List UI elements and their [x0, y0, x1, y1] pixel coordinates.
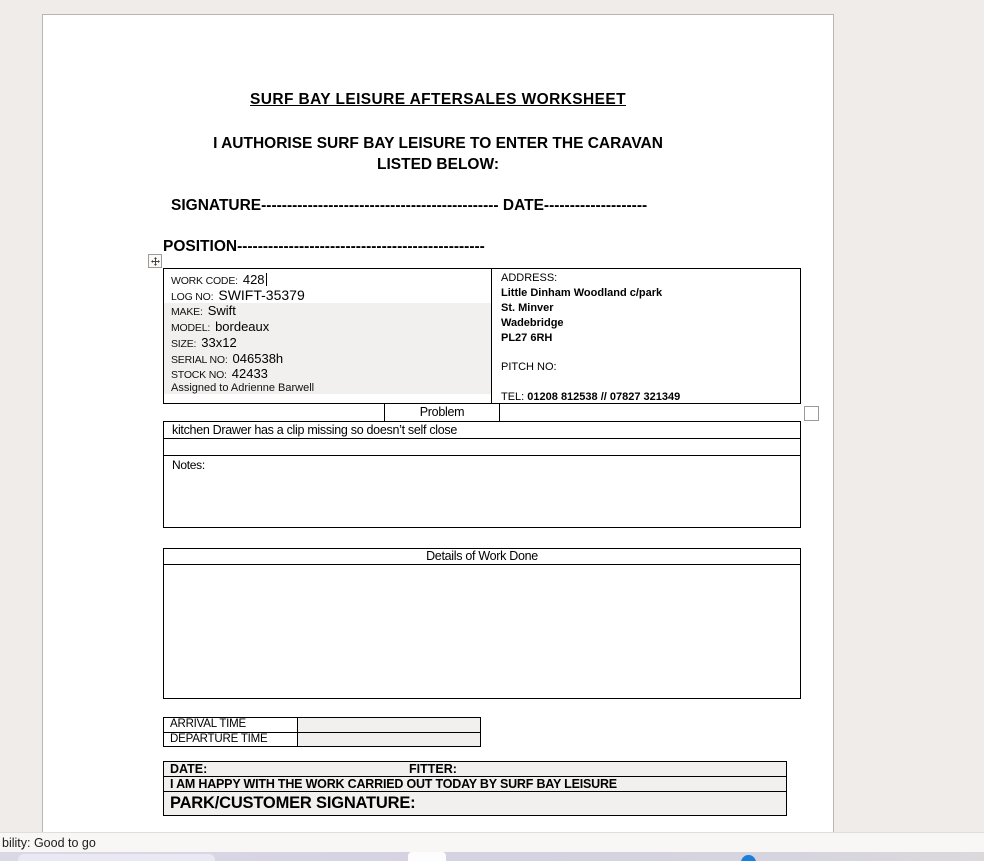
position-line: POSITION------------------------------------------------ [163, 238, 485, 255]
taskbar [0, 852, 984, 861]
field-stock-no[interactable] [164, 366, 491, 381]
work-code-value[interactable]: 428 [242, 272, 265, 287]
log-no-value[interactable]: SWIFT-35379 [218, 287, 305, 303]
arrival-time-value-cell[interactable] [298, 718, 480, 732]
serial-no-label: SERIAL NO: [171, 354, 228, 366]
customer-signature-row[interactable]: PARK/CUSTOMER SIGNATURE: [170, 794, 416, 812]
tel-label: TEL: [501, 391, 525, 404]
authorisation-line1: I AUTHORISE SURF BAY LEISURE TO ENTER THE CARAVAN [213, 135, 663, 152]
model-label: MODEL: [171, 322, 211, 334]
work-done-table [163, 548, 801, 699]
date-fitter-row[interactable] [164, 762, 786, 777]
problem-entry-row[interactable]: kitchen Drawer has a clip missing so doesn’t self close [164, 422, 800, 439]
authorisation-text [43, 133, 833, 175]
field-size[interactable] [164, 335, 491, 351]
field-log-no[interactable] [164, 287, 491, 303]
address-line-4: PL27 6RH [501, 331, 553, 344]
field-work-code[interactable] [164, 271, 491, 287]
field-make[interactable] [164, 303, 491, 319]
accessibility-status[interactable]: bility: Good to go [2, 835, 96, 850]
status-bar [0, 832, 984, 852]
problem-empty-row[interactable] [164, 439, 800, 456]
size-value[interactable]: 33x12 [201, 335, 237, 350]
caravan-info-table [163, 268, 801, 404]
make-value[interactable]: Swift [207, 303, 236, 318]
address-line-1: Little Dinham Woodland c/park [501, 286, 663, 299]
field-model[interactable] [164, 319, 491, 335]
caravan-info-left-cell[interactable] [164, 269, 492, 403]
address-spacer [501, 346, 800, 361]
address-label: ADDRESS: [501, 272, 558, 284]
arrival-time-row [164, 718, 480, 732]
pitch-no-label[interactable]: PITCH NO: [501, 361, 557, 374]
make-label: MAKE: [171, 306, 203, 318]
work-done-header: Details of Work Done [164, 549, 800, 565]
stock-no-value[interactable]: 42433 [231, 366, 268, 381]
date-label: DATE: [170, 762, 208, 776]
sign-off-table [163, 761, 787, 816]
table-move-icon [151, 257, 160, 266]
taskbar-window-button[interactable] [408, 852, 446, 861]
text-cursor [266, 273, 267, 286]
departure-time-row [164, 732, 480, 746]
shaded-field-block [164, 303, 491, 394]
tel-value: 01208 812538 // 07827 321349 [527, 391, 681, 404]
authorisation-line2: LISTED BELOW: [377, 156, 499, 173]
assigned-note: Assigned to Adrienne Barwell [171, 381, 315, 394]
table-resize-handle[interactable] [804, 406, 819, 421]
size-label: SIZE: [171, 338, 197, 350]
problem-header-cell: Problem [384, 404, 500, 421]
tel-line [501, 390, 800, 405]
serial-no-value[interactable]: 046538h [232, 351, 284, 366]
departure-time-label: DEPARTURE TIME [164, 733, 298, 746]
signature-date-line: SIGNATURE---------------------------------------------- DATE-------------------- [171, 197, 648, 214]
stock-no-label: STOCK NO: [171, 369, 227, 381]
happy-statement-row: I AM HAPPY WITH THE WORK CARRIED OUT TODAY BY SURF BAY LEISURE [164, 777, 786, 792]
notes-label: Notes: [172, 458, 205, 472]
document-page[interactable] [42, 14, 834, 832]
fitter-label: FITTER: [409, 762, 457, 776]
log-no-label: LOG NO: [171, 291, 214, 303]
table-move-handle[interactable] [148, 254, 162, 268]
times-table [163, 717, 481, 747]
arrival-time-label: ARRIVAL TIME [164, 718, 298, 732]
work-done-body[interactable] [164, 565, 800, 698]
address-line-2: St. Minver [501, 301, 554, 314]
pitch-spacer [501, 375, 800, 390]
field-serial-no[interactable] [164, 351, 491, 366]
document-title: SURF BAY LEISURE AFTERSALES WORKSHEET [250, 91, 626, 108]
taskbar-search-pill[interactable] [18, 854, 215, 861]
model-value[interactable]: bordeaux [215, 319, 270, 334]
work-code-label: WORK CODE: [171, 275, 238, 287]
caravan-info-right-cell[interactable] [492, 269, 800, 403]
taskbar-app-icon[interactable] [741, 855, 756, 861]
address-line-3: Wadebridge [501, 316, 564, 329]
problem-table [163, 421, 801, 528]
departure-time-value-cell[interactable] [298, 733, 480, 746]
notes-cell[interactable] [164, 456, 800, 527]
